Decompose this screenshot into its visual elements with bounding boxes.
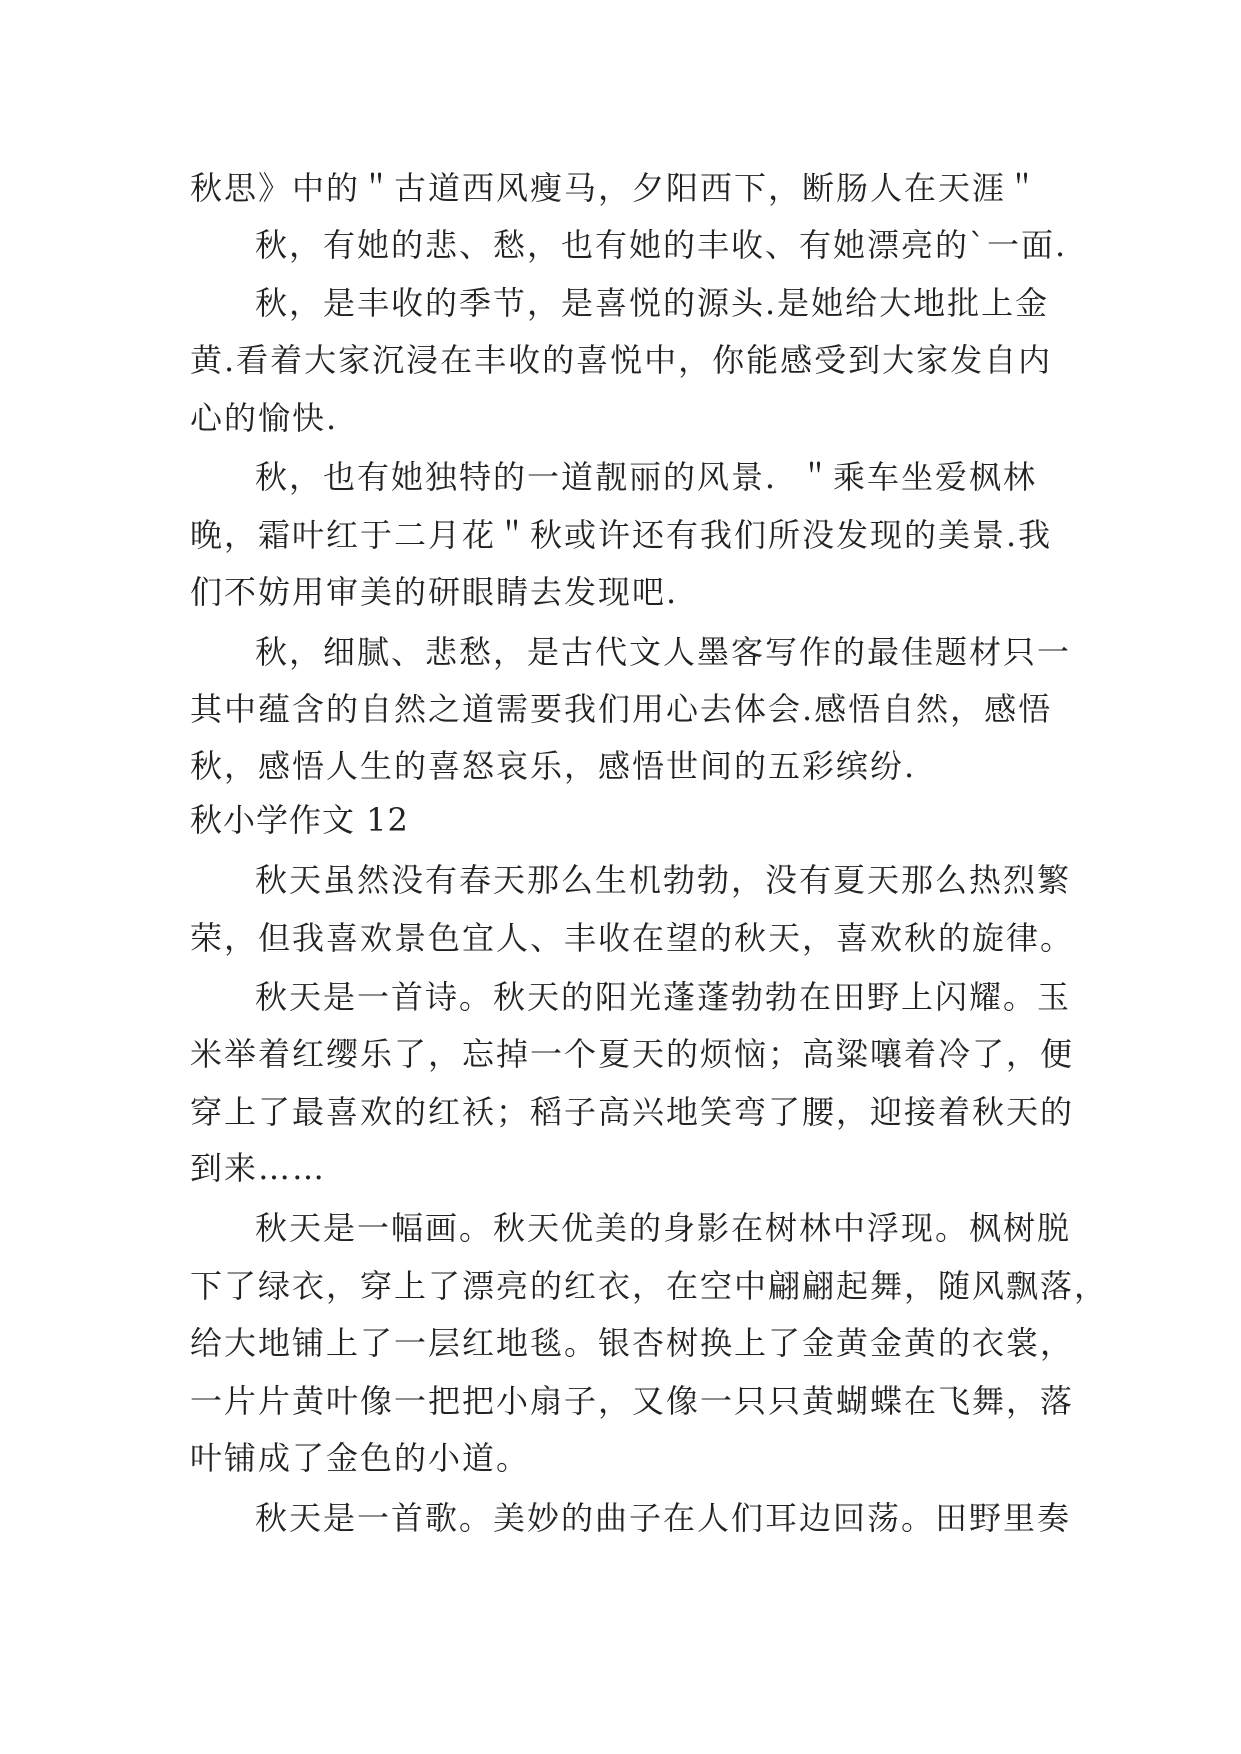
text-line: 们不妨用审美的研眼睛去发现吧. — [190, 573, 679, 611]
text-line: 秋，细腻、悲愁，是古代文人墨客写作的最佳题材只一 — [255, 633, 1072, 671]
text-line: 晚，霜叶红于二月花＂秋或许还有我们所没发现的美景.我 — [190, 516, 1053, 554]
text-line: 秋天虽然没有春天那么生机勃勃，没有夏天那么热烈繁 — [255, 861, 1072, 899]
text-line: 米举着红缨乐了，忘掉一个夏天的烦恼；高粱嚷着冷了，便 — [190, 1035, 1075, 1073]
text-line: 下了绿衣，穿上了漂亮的红衣，在空中翩翩起舞，随风飘落， — [190, 1267, 1109, 1305]
text-line: 秋，感悟人生的喜怒哀乐，感悟世间的五彩缤纷. — [190, 747, 917, 785]
text-line: 给大地铺上了一层红地毯。银杏树换上了金黄金黄的衣裳， — [190, 1324, 1075, 1362]
text-line: 秋，是丰收的季节，是喜悦的源头.是她给大地批上金 — [255, 284, 1050, 322]
text-line: 秋天是一首诗。秋天的阳光蓬蓬勃勃在田野上闪耀。玉 — [255, 978, 1072, 1016]
text-line: 秋，有她的悲、愁，也有她的丰收、有她漂亮的`一面. — [255, 226, 1068, 264]
text-line: 其中蕴含的自然之道需要我们用心去体会.感悟自然，感悟 — [190, 690, 1053, 728]
text-line: 秋天是一首歌。美妙的曲子在人们耳边回荡。田野里奏 — [255, 1499, 1072, 1537]
text-line: 一片片黄叶像一把把小扇子，又像一只只黄蝴蝶在飞舞，落 — [190, 1382, 1075, 1420]
text-line: 黄.看着大家沉浸在丰收的喜悦中，你能感受到大家发自内 — [190, 341, 1053, 379]
text-line: 心的愉快. — [190, 399, 339, 437]
text-line: 穿上了最喜欢的红袄；稻子高兴地笑弯了腰，迎接着秋天的 — [190, 1093, 1075, 1131]
text-line: 秋，也有她独特的一道靓丽的风景．＂乘车坐爱枫林 — [255, 458, 1038, 496]
text-line: 到来…… — [190, 1149, 327, 1187]
text-line: 荣，但我喜欢景色宜人、丰收在望的秋天，喜欢秋的旋律。 — [190, 919, 1075, 957]
section-heading: 秋小学作文 12 — [190, 801, 409, 839]
text-line: 秋天是一幅画。秋天优美的身影在树林中浮现。枫树脱 — [255, 1209, 1072, 1247]
text-line: 叶铺成了金色的小道。 — [190, 1439, 531, 1477]
text-line: 秋思》中的＂古道西风瘦马，夕阳西下，断肠人在天涯＂ — [190, 169, 1041, 207]
